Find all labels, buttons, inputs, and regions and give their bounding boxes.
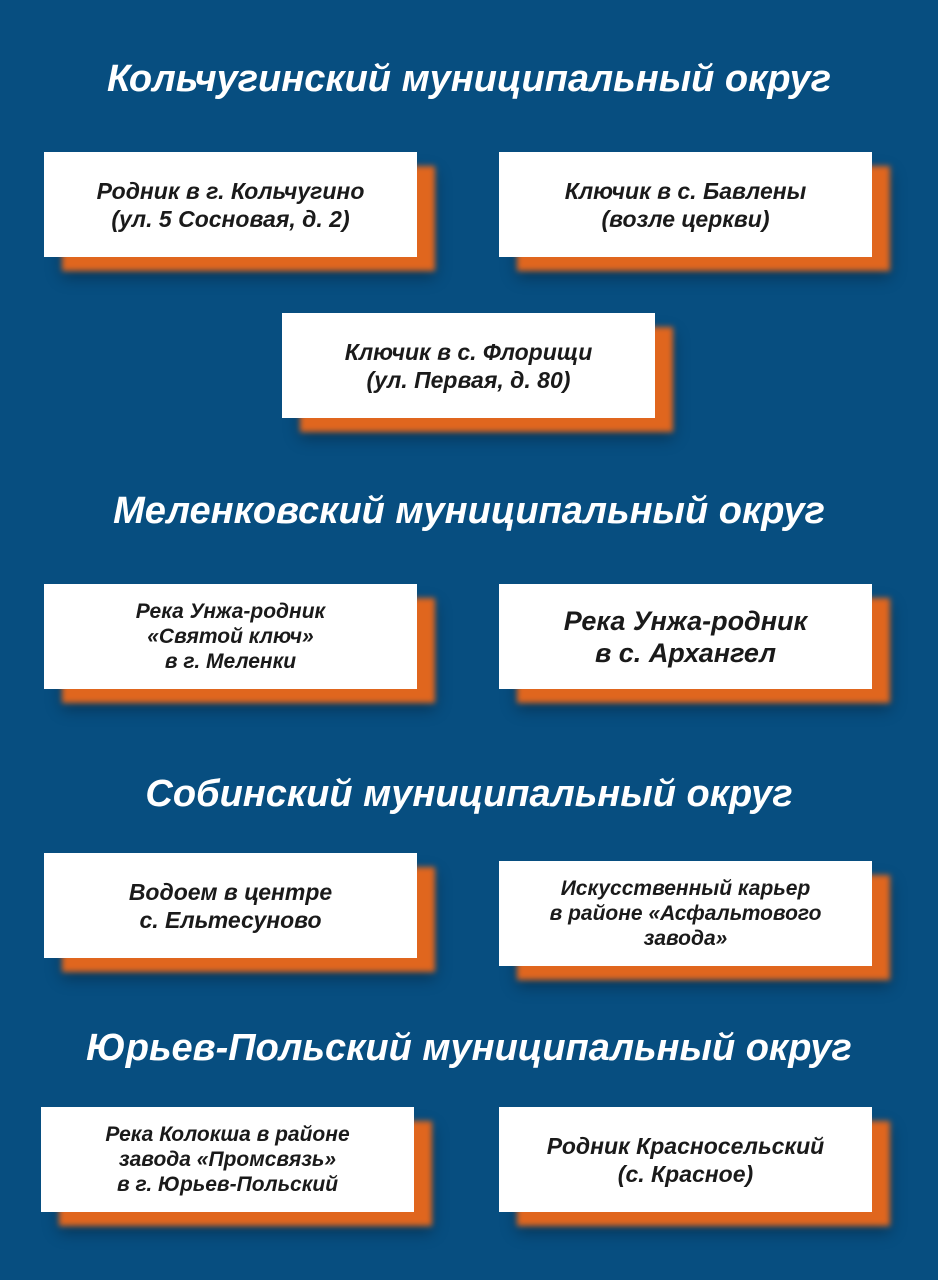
section-title-sobinka: Собинский муниципальный округ xyxy=(145,773,793,815)
card-body xyxy=(499,584,872,689)
location-card xyxy=(44,853,417,958)
card-body xyxy=(44,853,417,958)
card-body xyxy=(41,1107,414,1212)
section-title-melenki: Меленковский муниципальный округ xyxy=(113,490,825,532)
location-card xyxy=(499,861,872,966)
card-body xyxy=(499,152,872,257)
location-label: Ключик в с. Флорищи (ул. Первая, д. 80) xyxy=(344,338,593,393)
location-label: Искусственный карьер в районе «Асфальтового завода» xyxy=(549,877,822,950)
location-label: Водоем в центре с. Ельтесуново xyxy=(128,878,333,933)
location-label: Река Унжа-родник «Святой ключ» в г. Меленки xyxy=(135,600,326,673)
location-label: Река Унжа-родник в с. Архангел xyxy=(563,605,808,668)
card-body xyxy=(499,861,872,966)
section-title-kolchugino: Кольчугинский муниципальный округ xyxy=(106,58,832,100)
location-label: Родник в г. Кольчугино (ул. 5 Сосновая, д. 2) xyxy=(96,177,365,232)
location-label: Ключик в с. Бавлены (возле церкви) xyxy=(564,177,807,232)
location-card xyxy=(44,152,417,257)
location-card xyxy=(499,152,872,257)
location-label: Река Колокша в районе завода «Промсвязь» в г. Юрьев-Польский xyxy=(105,1123,350,1196)
card-body xyxy=(499,1107,872,1212)
location-label: Родник Красносельский (с. Красное) xyxy=(546,1132,825,1187)
location-card xyxy=(499,584,872,689)
card-body xyxy=(282,313,655,418)
location-card xyxy=(282,313,655,418)
section-title-yuryev-polsky: Юрьев-Польский муниципальный округ xyxy=(86,1027,852,1069)
location-card xyxy=(499,1107,872,1212)
card-body xyxy=(44,152,417,257)
card-body xyxy=(44,584,417,689)
location-card xyxy=(41,1107,414,1212)
location-card xyxy=(44,584,417,689)
